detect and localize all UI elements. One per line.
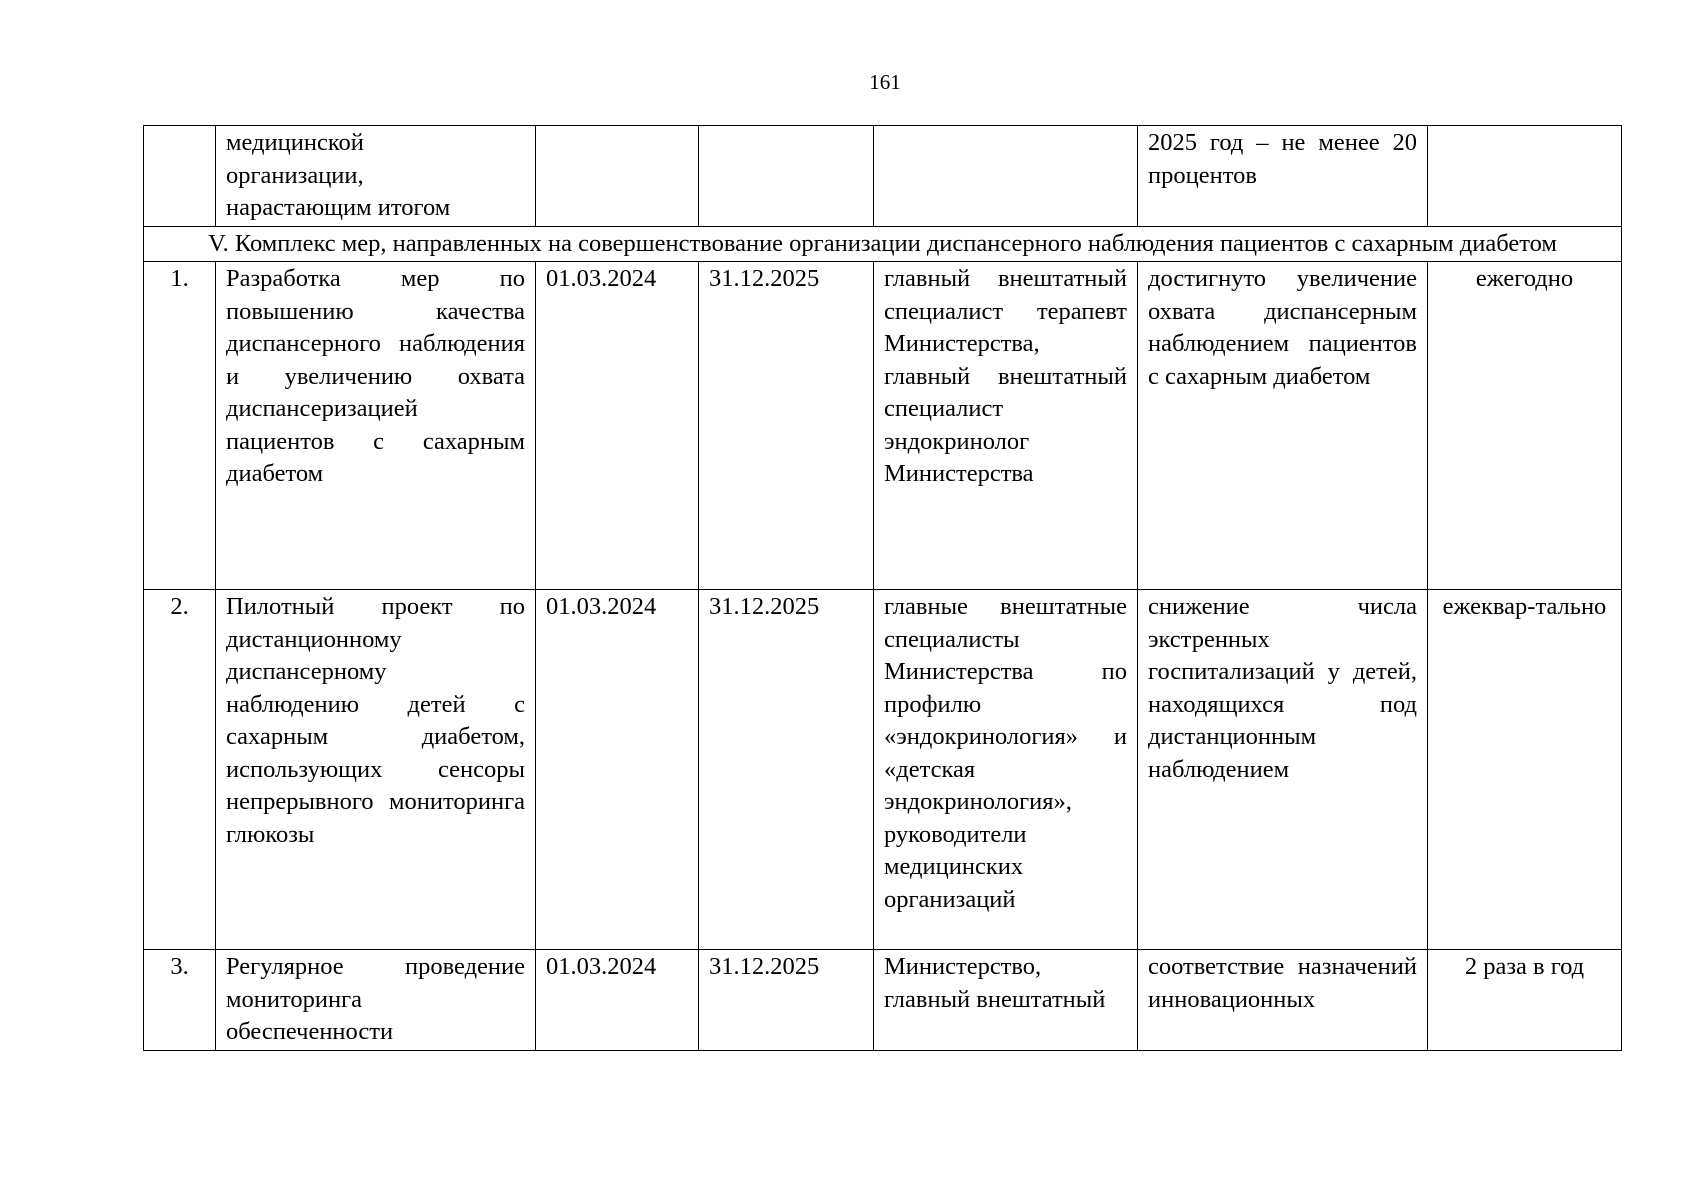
cell-responsible: Министерство, главный внештатный bbox=[874, 950, 1138, 1051]
cell-result: снижение числа экстренных госпитализаций у детей, находящихся под дистанционным наблюдением bbox=[1138, 590, 1428, 950]
cell-start bbox=[536, 126, 699, 227]
table-row bbox=[144, 950, 1622, 1051]
cell-end: 31.12.2025 bbox=[699, 590, 874, 950]
cell-name: Пилотный проект по дистанционному диспансерному наблюдению детей с сахарным диабетом, использующих сенсоры непрерывного мониторинга глюкозы bbox=[216, 590, 536, 950]
section-row bbox=[144, 226, 1622, 262]
name-line: организации, bbox=[226, 161, 364, 189]
cell-num: 1. bbox=[144, 262, 216, 590]
cell-result: достигнуто увеличение охвата диспансерным наблюдением пациентов с сахарным диабетом bbox=[1138, 262, 1428, 590]
cell-end: 31.12.2025 bbox=[699, 262, 874, 590]
cell-period: 2 раза в год bbox=[1428, 950, 1622, 1051]
table-row bbox=[144, 590, 1622, 950]
cell-num: 3. bbox=[144, 950, 216, 1051]
cell-responsible: главные внештатные специалисты Министерства по профилю «эндокринология» и «детская эндокринология», руководители медицинских организаций bbox=[874, 590, 1138, 950]
cell-end bbox=[699, 126, 874, 227]
cell-responsible bbox=[874, 126, 1138, 227]
cell-result: 2025 год – не менее 20 процентов bbox=[1138, 126, 1428, 227]
cell-responsible: главный внештатный специалист терапевт Министерства, главный внештатный специалист эндокринолог Министерства bbox=[874, 262, 1138, 590]
cell-period bbox=[1428, 126, 1622, 227]
cell-period: ежеквар-тально bbox=[1428, 590, 1622, 950]
cell-name: Разработка мер по повышению качества диспансерного наблюдения и увеличению охвата диспансеризацией пациентов с сахарным диабетом bbox=[216, 262, 536, 590]
cell-num: 2. bbox=[144, 590, 216, 950]
cell-result: соответствие назначений инновационных bbox=[1138, 950, 1428, 1051]
cell-period: ежегодно bbox=[1428, 262, 1622, 590]
cell-start: 01.03.2024 bbox=[536, 590, 699, 950]
measures-table bbox=[143, 125, 1622, 1051]
section-title: V. Комплекс мер, направленных на совершенствование организации диспансерного наблюдения пациентов с сахарным диабетом bbox=[144, 226, 1622, 262]
cell-name: Регулярное проведение мониторинга обеспеченности bbox=[216, 950, 536, 1051]
cell-start: 01.03.2024 bbox=[536, 950, 699, 1051]
table-row-continuation bbox=[144, 126, 1622, 227]
cell-name bbox=[216, 126, 536, 227]
name-line: медицинской bbox=[226, 129, 364, 156]
name-line: нарастающим итогом bbox=[226, 194, 451, 221]
page-number: 161 bbox=[869, 70, 901, 94]
cell-start: 01.03.2024 bbox=[536, 262, 699, 590]
cell-num bbox=[144, 126, 216, 227]
cell-end: 31.12.2025 bbox=[699, 950, 874, 1051]
table-row bbox=[144, 262, 1622, 590]
